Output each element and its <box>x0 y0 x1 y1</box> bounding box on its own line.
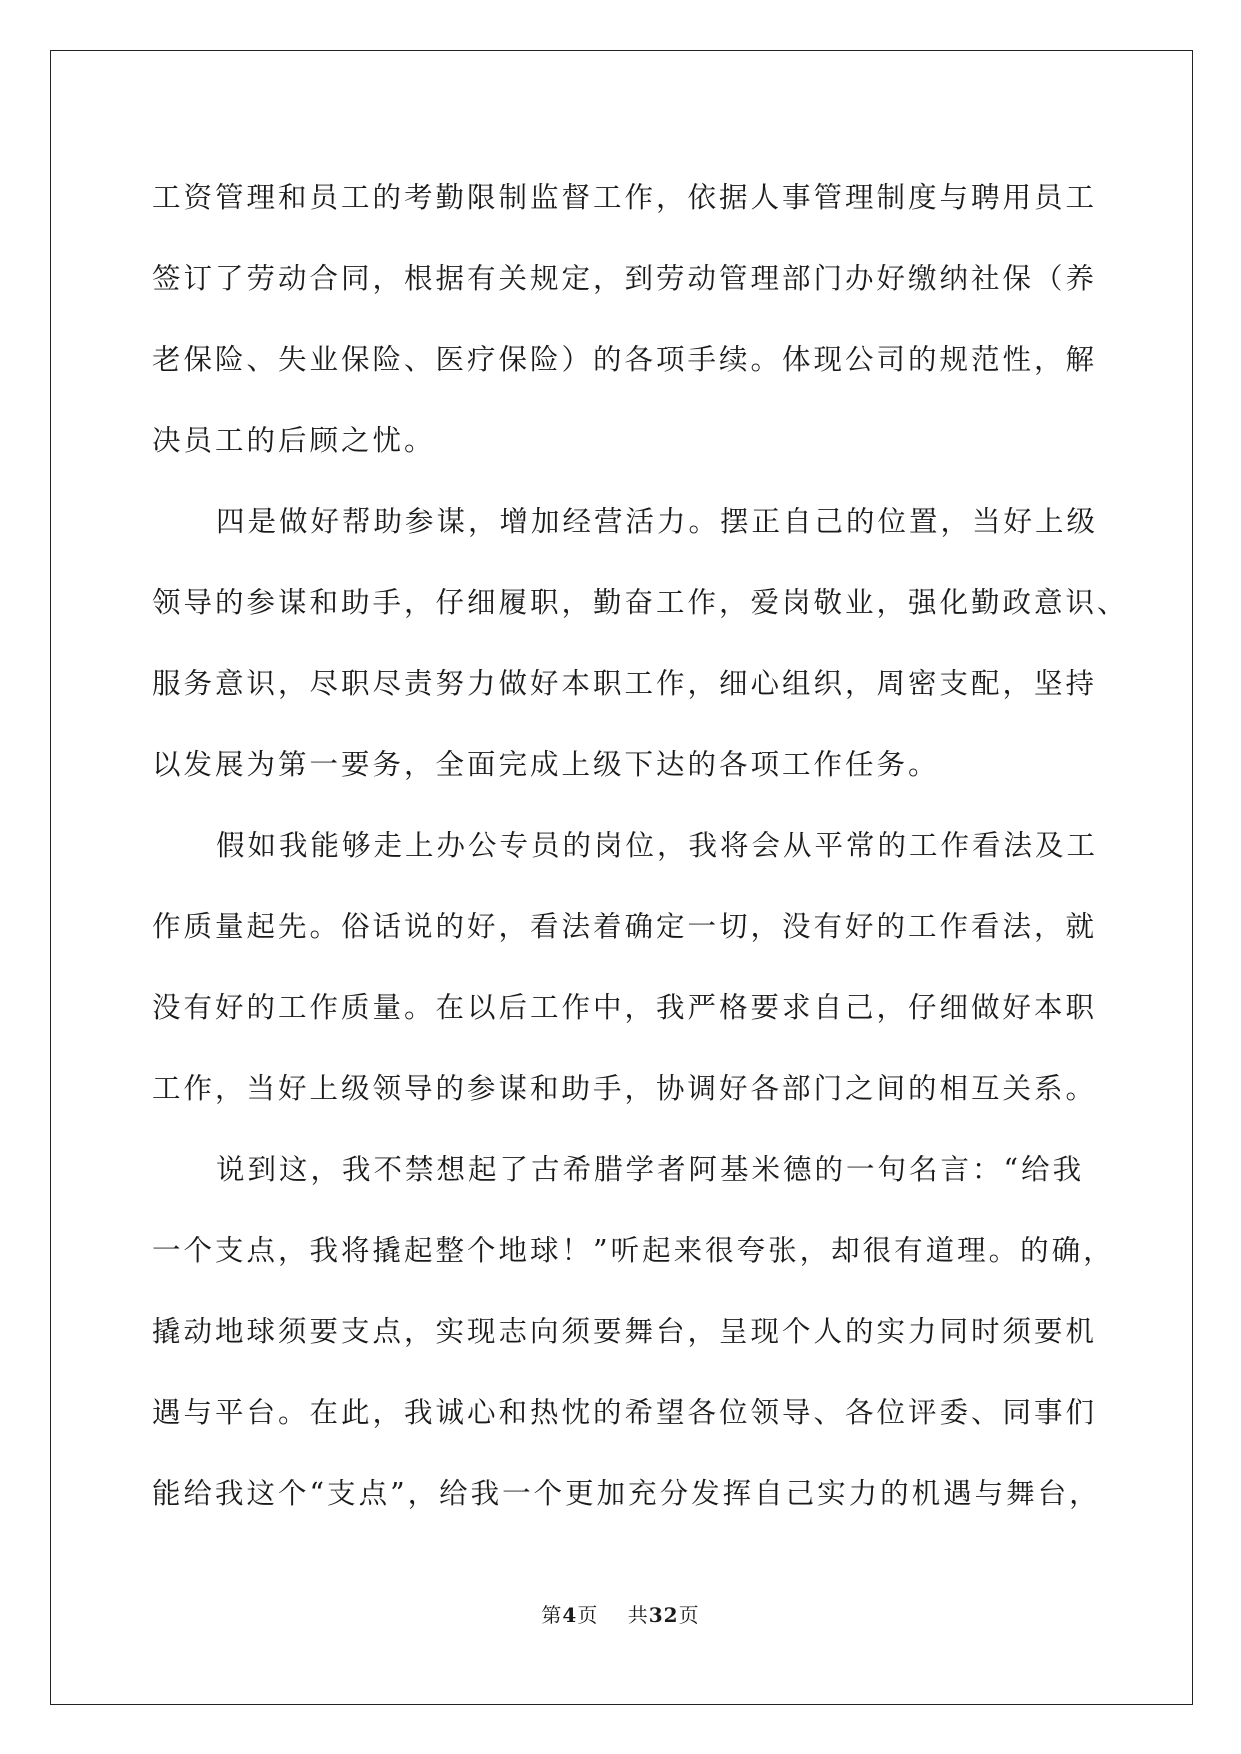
page-suffix: 页 <box>577 1603 599 1627</box>
text-line: 工资管理和员工的考勤限制监督工作，依据人事管理制度与聘用员工 <box>152 181 1098 214</box>
paragraph-3 <box>152 805 1099 1129</box>
text-line: 工作，当好上级领导的参谋和助手，协调好各部门之间的相互关系。 <box>152 1072 1098 1105</box>
text-line: 没有好的工作质量。在以后工作中，我严格要求自己，仔细做好本职 <box>152 991 1098 1024</box>
paragraph-4 <box>152 1129 1115 1534</box>
page-number: 4 <box>562 1603 578 1627</box>
total-pages: 32 <box>648 1603 679 1627</box>
text-line: 老保险、失业保险、医疗保险）的各项手续。体现公司的规范性，解 <box>152 343 1098 376</box>
text-line: 说到这，我不禁想起了古希腊学者阿基米德的一句名言：“给我 <box>216 1153 1085 1186</box>
paragraph-2 <box>152 481 1129 805</box>
text-line: 能给我这个“支点”，给我一个更加充分发挥自己实力的机遇与舞台， <box>152 1477 1101 1510</box>
text-line: 签订了劳动合同，根据有关规定，到劳动管理部门办好缴纳社保（养 <box>152 262 1098 295</box>
text-line: 四是做好帮助参谋，增加经营活力。摆正自己的位置，当好上级 <box>216 505 1099 538</box>
total-prefix: 共 <box>627 1603 649 1627</box>
text-line: 以发展为第一要务，全面完成上级下达的各项工作任务。 <box>152 748 940 781</box>
page-prefix: 第 <box>541 1603 563 1627</box>
text-line: 撬动地球须要支点，实现志向须要舞台，呈现个人的实力同时须要机 <box>152 1315 1098 1348</box>
paragraph-1 <box>152 157 1098 481</box>
document-body <box>152 157 1129 1534</box>
page-footer <box>0 1599 1241 1628</box>
text-line: 服务意识，尽职尽责努力做好本职工作，细心组织，周密支配，坚持 <box>152 667 1098 700</box>
text-line: 遇与平台。在此，我诚心和热忱的希望各位领导、各位评委、同事们 <box>152 1396 1098 1429</box>
text-line: 一个支点，我将撬起整个地球！”听起来很夸张，却很有道理。的确， <box>152 1234 1115 1267</box>
text-line: 决员工的后顾之忧。 <box>152 424 436 457</box>
text-line: 假如我能够走上办公专员的岗位，我将会从平常的工作看法及工 <box>216 829 1099 862</box>
total-suffix: 页 <box>678 1603 700 1627</box>
text-line: 领导的参谋和助手，仔细履职，勤奋工作，爱岗敬业，强化勤政意识、 <box>152 586 1129 619</box>
text-line: 作质量起先。俗话说的好，看法着确定一切，没有好的工作看法，就 <box>152 910 1098 943</box>
